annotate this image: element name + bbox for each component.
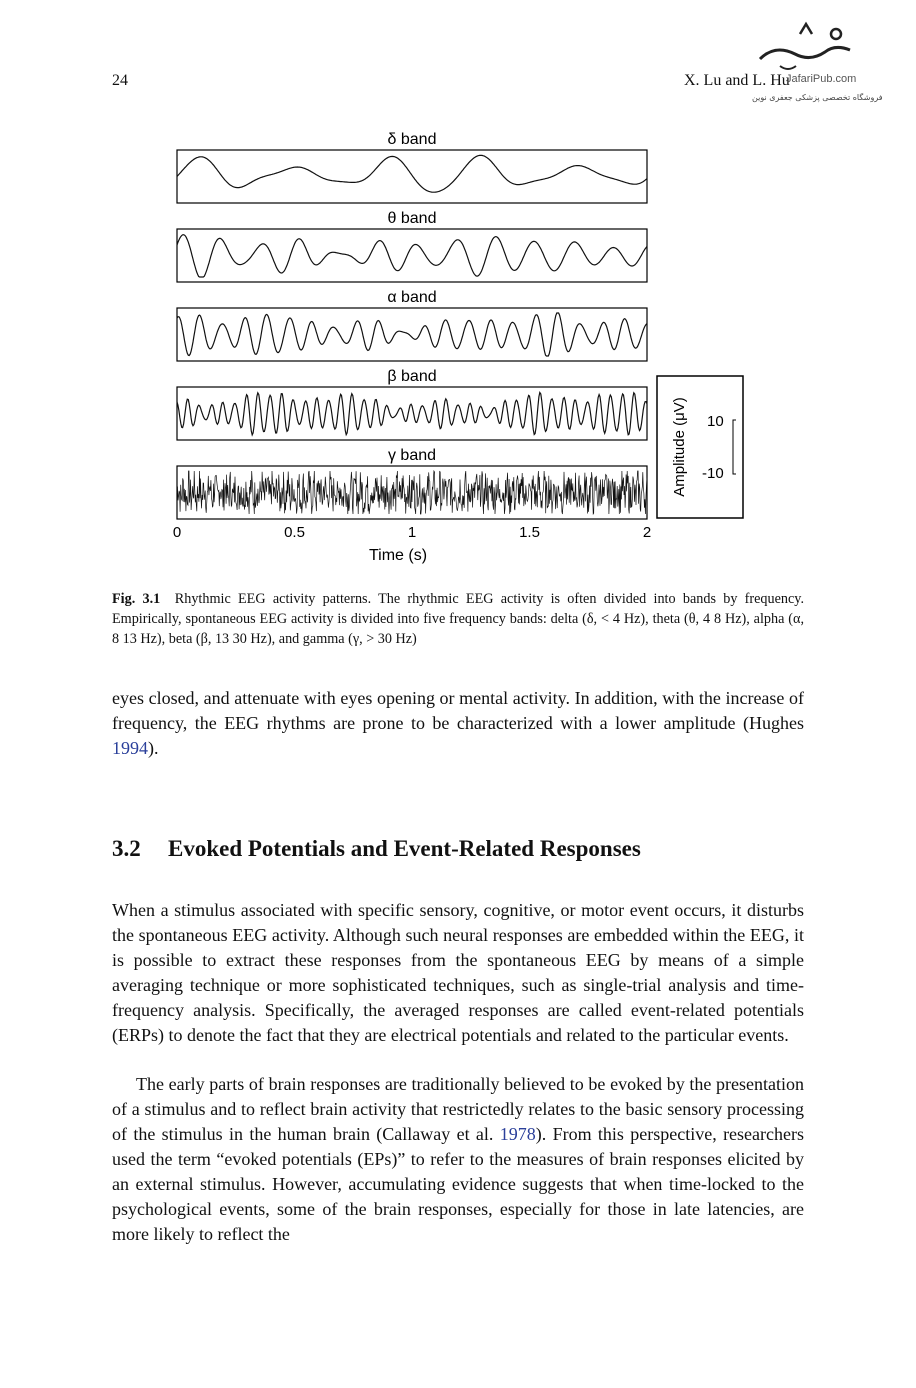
panel-1: [177, 210, 647, 282]
scale-ylabel: Amplitude (μV): [671, 397, 688, 497]
section-number: 3.2: [112, 836, 141, 861]
citation-link[interactable]: 1978: [499, 1124, 536, 1144]
waveform-line: [177, 393, 647, 435]
scale-top-label: 10: [707, 413, 724, 430]
paragraph-2: When a stimulus associated with specific sensory, cognitive, or motor event occurs, it disturbs the spontaneous EEG activity. Although such neural responses are embedded within the EEG, it is possible to extract these responses from the spontaneous EEG by means of a simple averaging technique or more sophisticated techniques, such as single-trial analysis and time-frequency analysis. Specifically, the averaged responses are called event-related potentials (ERPs) to denote the fact that they are electrical potentials and related to the particular events.: [112, 900, 804, 1045]
x-tick-label: 1: [407, 524, 417, 541]
panel-title: α band: [387, 289, 437, 306]
section-heading: [112, 836, 641, 862]
citation-link[interactable]: 1994: [112, 738, 148, 758]
x-tick-label: 0: [172, 524, 182, 541]
panel-0: [177, 131, 647, 203]
waveform-line: [177, 313, 647, 356]
x-tick-label: 2: [642, 524, 652, 541]
panel-title: β band: [387, 368, 437, 385]
panel-2: [177, 289, 647, 361]
panel-frame: [177, 229, 647, 282]
eeg-band-figure: [150, 126, 770, 576]
waveform-line: [177, 235, 647, 277]
caption-label: Fig. 3.1: [112, 591, 161, 607]
caption-text: Rhythmic EEG activity patterns. The rhythmic EEG activity is often divided into bands by frequency. Empirically, spontaneous EEG activity is divided into five frequency bands: delta (δ, < 4 Hz), theta (θ, 4 8 Hz), alpha (α, 8 13 Hz), beta (β, 13 30 Hz), and gamma (γ, > 30 Hz): [112, 591, 805, 647]
panel-frame: [177, 308, 647, 361]
section-title: Evoked Potentials and Event-Related Responses: [168, 836, 641, 861]
watermark-subtitle: فروشگاه تخصصی پزشکی جعفری نوین: [752, 93, 883, 102]
page-number: 24: [112, 72, 128, 89]
panel-3: [177, 368, 647, 440]
figure-caption: [112, 589, 804, 649]
x-axis-label: Time (s): [368, 547, 428, 564]
waveform-line: [177, 155, 647, 192]
waveform-line: [177, 471, 647, 514]
panel-title: γ band: [387, 447, 437, 464]
panel-title: θ band: [387, 210, 437, 227]
watermark-site: JafariPub.com: [786, 73, 857, 85]
scale-bottom-label: -10: [702, 465, 724, 482]
panel-4: [177, 447, 647, 519]
x-tick-label: 0.5: [284, 524, 305, 541]
panel-frame: [177, 150, 647, 203]
amplitude-scale-box: [657, 376, 743, 518]
paragraph-1: eyes closed, and attenuate with eyes opening or mental activity. In addition, with the increase of frequency, the EEG rhythms are prone to be characterized with a lower amplitude (Hughes 1994).: [112, 688, 804, 758]
x-tick-label: 1.5: [519, 524, 540, 541]
running-head: X. Lu and L. Hu: [684, 72, 790, 89]
paragraph-3: The early parts of brain responses are traditionally believed to be evoked by the presentation of a stimulus and to reflect brain activity that restrictedly relates to the basic sensory processing of the stimulus in the human brain (Callaway et al. 1978). From this perspective, researchers used the term “evoked potentials (EPs)” to refer to the measures of brain responses elicited by an external stimulus. However, accumulating evidence suggests that when time-locked to the psychological events, some of the brain responses, especially for those in late latencies, are more likely to reflect the: [112, 1074, 805, 1244]
panel-title: δ band: [387, 131, 437, 148]
